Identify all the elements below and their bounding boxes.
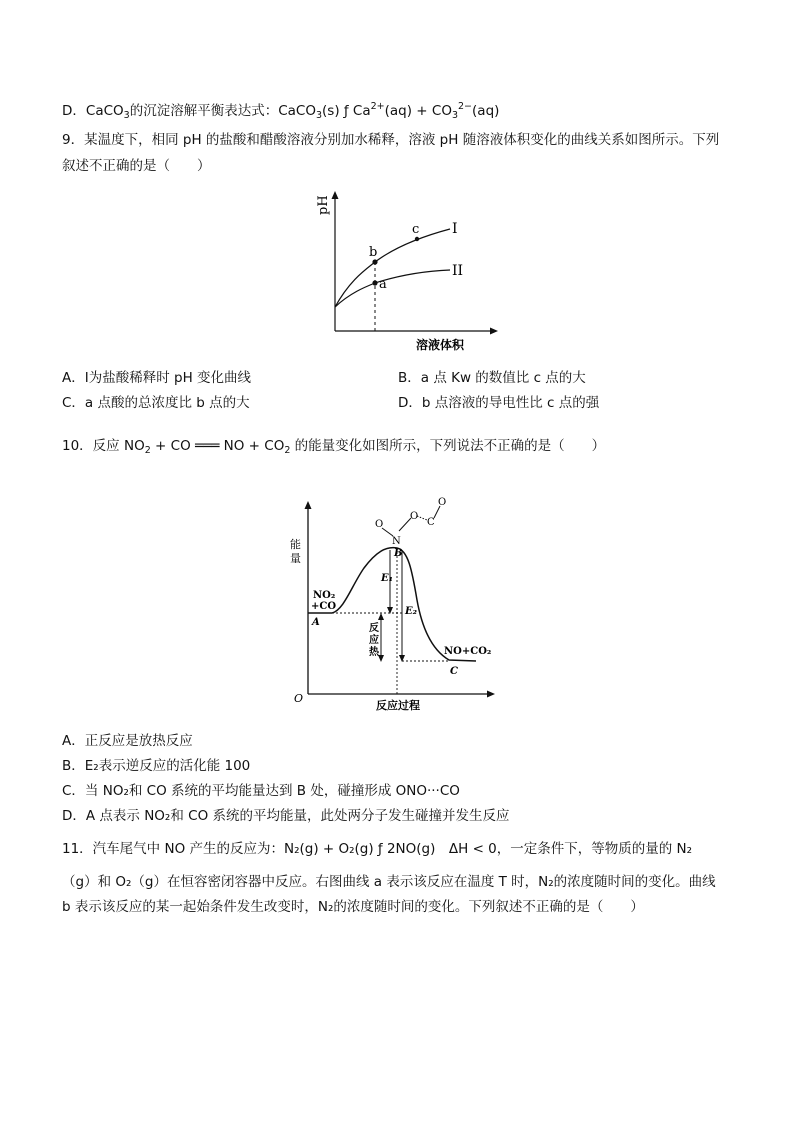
q9-option-a: A．Ⅰ为盐酸稀释时 pH 变化曲线 [62, 370, 252, 386]
q9-point-a [372, 280, 377, 285]
q11-stem-line3: b 表示该反应的某一起始条件发生改变时，N₂的浓度随时间的变化。下列叙述不正确的是（ ） [62, 899, 644, 915]
q10-option-c: C．当 NO₂和 CO 系统的平均能量达到 B 处，碰撞形成 ONO···CO [62, 783, 460, 799]
q9-curve-1 [335, 229, 450, 307]
q8d-mid: 的沉淀溶解平衡表达式：CaCO [129, 103, 316, 119]
q10-atom-o1: O [375, 519, 384, 530]
q9-label-curve-2: II [452, 263, 464, 279]
q9-stem-line2: 叙述不正确的是（ ） [62, 158, 211, 174]
q9-point-c [415, 237, 419, 241]
q8d-sup2: 2− [458, 101, 473, 112]
q9-option-b: B．a 点 Kw 的数值比 c 点的大 [398, 370, 586, 386]
q9-label-a: a [379, 277, 387, 292]
q9-x-arrow [490, 328, 498, 335]
q10-option-b: B．E₂表示逆反应的活化能 100 [62, 758, 251, 774]
q10-label-heat-2: 应 [369, 635, 379, 646]
q9-label-b: b [369, 245, 378, 260]
q10-label-point-c: C [450, 666, 458, 677]
q10-label-heat-3: 热 [369, 647, 379, 658]
q10-label-point-b: B [394, 548, 403, 559]
q10-stem-a: 10．反应 NO [62, 438, 145, 454]
q9-curve-2 [335, 270, 450, 307]
q10-stem-sub1: 2 [144, 445, 151, 456]
q9-ph-chart [310, 185, 500, 355]
q8-option-d [62, 98, 499, 125]
q8d-tail: (aq) [472, 103, 500, 119]
q10-stem-c: 的能量变化如图所示，下列说法不正确的是（ ） [290, 438, 606, 454]
q10-ylabel-1: 能 [290, 538, 301, 551]
q9-xlabel: 溶液体积 [416, 338, 465, 352]
q10-e2-arrowhead [399, 655, 405, 662]
q10-label-product: NO+CO₂ [444, 646, 492, 657]
q8d-sub-c: 3 [451, 110, 459, 121]
q10-x-arrow [487, 691, 495, 698]
q11-stem-line2: （g）和 O₂（g）在恒容密闭容器中反应。右图曲线 a 表示该反应在温度 T 时，N₂的浓度随时间的变化。曲线 [62, 874, 716, 890]
q8d-sub: 3 [123, 110, 130, 121]
q10-xlabel: 反应过程 [376, 699, 420, 712]
q10-label-reactant-2: +CO [311, 601, 337, 612]
q9-label-curve-1: I [452, 221, 458, 237]
q8d-eq: (s) ƒ Ca [322, 103, 371, 119]
q10-atom-n: N [392, 536, 401, 547]
q10-y-arrow [305, 501, 312, 509]
q8d-eq2: (aq) + CO [384, 103, 452, 119]
q10-heat-arrowhead-top [378, 613, 384, 620]
q10-label-reactant-1: NO₂ [313, 590, 336, 601]
q10-origin: O [294, 692, 304, 705]
q9-option-d: D．b 点溶液的导电性比 c 点的强 [398, 395, 600, 411]
q8d-sup1: 2+ [370, 101, 385, 112]
q10-atom-o3: O [438, 497, 447, 508]
q10-stem-b: + CO ═══ NO + CO [150, 438, 285, 454]
q8d-sub-b: 3 [315, 110, 323, 121]
q10-atom-o2: O [410, 511, 419, 522]
q9-ylabel: pH [316, 195, 331, 215]
q10-label-e1: E₁ [381, 573, 394, 584]
q9-stem-line1: 9．某温度下，相同 pH 的盐酸和醋酸溶液分别加水稀释，溶液 pH 随溶液体积变化的曲线关系如图所示。下列 [62, 132, 720, 148]
q11-stem-line1: 11．汽车尾气中 NO 产生的反应为：N₂(g) + O₂(g) ƒ 2NO(g) ΔH < 0，一定条件下，等物质的量的 N₂ [62, 841, 693, 857]
q10-energy-diagram [284, 490, 504, 712]
q10-option-d: D．A 点表示 NO₂和 CO 系统的平均能量，此处两分子发生碰撞并发生反应 [62, 808, 510, 824]
q10-ylabel-2: 量 [290, 552, 301, 565]
q10-stem [62, 437, 605, 460]
q9-point-b [372, 259, 377, 264]
q10-stem-sub2: 2 [284, 445, 291, 456]
q10-label-heat-1: 反 [369, 623, 379, 634]
q9-y-arrow [332, 191, 339, 199]
q10-option-a: A．正反应是放热反应 [62, 733, 193, 749]
q10-label-point-a: A [312, 617, 320, 628]
q10-transition-state-structure [375, 497, 446, 547]
q10-label-e2: E₂ [405, 606, 418, 617]
q9-option-c: C．a 点酸的总浓度比 b 点的大 [62, 395, 250, 411]
q9-label-c: c [412, 222, 420, 237]
q8d-prefix: D．CaCO [62, 103, 124, 119]
q10-atom-c: C [427, 517, 435, 528]
